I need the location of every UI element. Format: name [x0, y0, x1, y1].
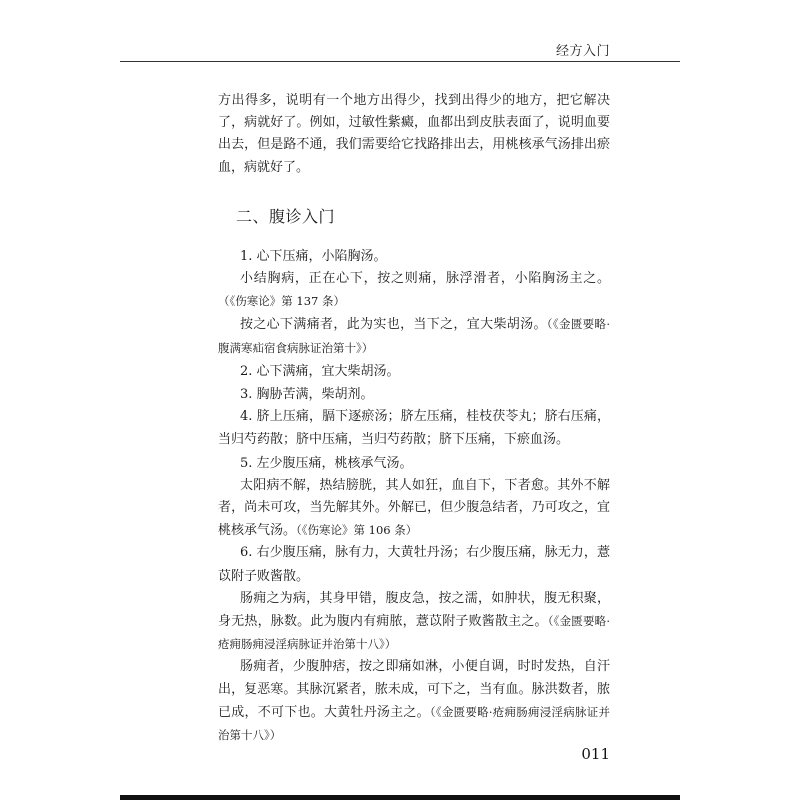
paragraph-11-text: 肠痈者，少腹肿痞，按之即痛如淋，小便自调，时时发热，自汗出，复恶寒。其脉沉紧者，脓未成，可下之，当有血。脉洪数者，脓已成，不可下也。大黄牡丹汤主之。: [218, 659, 610, 720]
paragraph-1: [218, 245, 610, 268]
paragraph-8: [218, 475, 610, 543]
section-heading: 二、腹诊入门: [236, 206, 336, 226]
paragraph-10-cite: （《金匮要略·疮痈肠痈浸淫病脉证并治第十八》）: [218, 614, 610, 652]
paragraph-4: [218, 360, 610, 383]
paragraph-4-text: 2. 心下满痛，宜大柴胡汤。: [240, 363, 400, 379]
paragraph-5-text: 3. 胸胁苦满，柴胡剂。: [240, 387, 374, 403]
paragraph-11-cite: （《金匮要略·疮痈肠痈浸淫病脉证并治第十八》）: [218, 704, 610, 743]
paragraph-5: [218, 383, 610, 406]
footer-band: [120, 795, 680, 800]
paragraph-3-cite: （《金匮要略·腹满寒疝宿食病脉证治第十》）: [218, 317, 610, 355]
paragraph-11: [218, 656, 610, 747]
paragraph-6-text: 4. 脐上压痛，膈下逐瘀汤；脐左压痛，桂枝茯苓丸；脐右压痛，当归芍药散；脐中压痛，当归芍药散；脐下压痛，下瘀血汤。: [218, 409, 610, 448]
page-number: 011: [581, 745, 610, 763]
paragraph-10: [218, 588, 610, 657]
paragraph-7-text: 5. 左少腹压痛，桃核承气汤。: [240, 455, 413, 471]
paragraph-9-text: 6. 右少腹压痛，脉有力，大黄牡丹汤；右少腹压痛，脉无力，薏苡附子败酱散。: [218, 545, 610, 584]
paragraph-10-text: 肠痈之为病，其身甲错，腹皮急，按之濡，如肿状，腹无积聚，身无热，脉数。此为腹内有痈脓，薏苡附子败酱散主之。: [218, 590, 610, 630]
paragraph-3: [218, 313, 610, 359]
paragraph-2-cite: （《伤寒论》第 137 条）: [218, 294, 346, 309]
paragraph-8-cite: （《伤寒论》第 106 条）: [296, 523, 418, 538]
running-header-title: 经方入门: [555, 44, 610, 59]
paragraph-7: [218, 452, 610, 475]
header-rule: [120, 61, 680, 62]
paragraph-9: [218, 542, 610, 587]
paragraph-6: [218, 406, 610, 451]
paragraph-8-text: 太阳病不解，热结膀胱，其人如狂，血自下，下者愈。其外不解者，尚未可攻，当先解其外。外解已，但少腹急结者，乃可攻之，宜桃核承气汤。: [218, 477, 610, 539]
intro-paragraph: 方出得多，说明有一个地方出得少，找到出得少的地方，把它解决了，病就好了。例如，过敏性紫癜，血都出到皮肤表面了，说明血要出去，但是路不通，我们需要给它找路排出去，用桃核承气汤排出瘀血，病就好了。: [218, 93, 610, 175]
paragraph-3-text: 按之心下满痛者，此为实也，当下之，宜大柴胡汤。: [240, 317, 547, 333]
paragraph-2: [218, 268, 610, 313]
page-content: [218, 90, 610, 747]
paragraph-2-text: 小结胸病，正在心下，按之则痛，脉浮滑者，小陷胸汤主之。: [240, 271, 610, 287]
paragraph-1-text: 1. 心下压痛，小陷胸汤。: [240, 248, 387, 264]
